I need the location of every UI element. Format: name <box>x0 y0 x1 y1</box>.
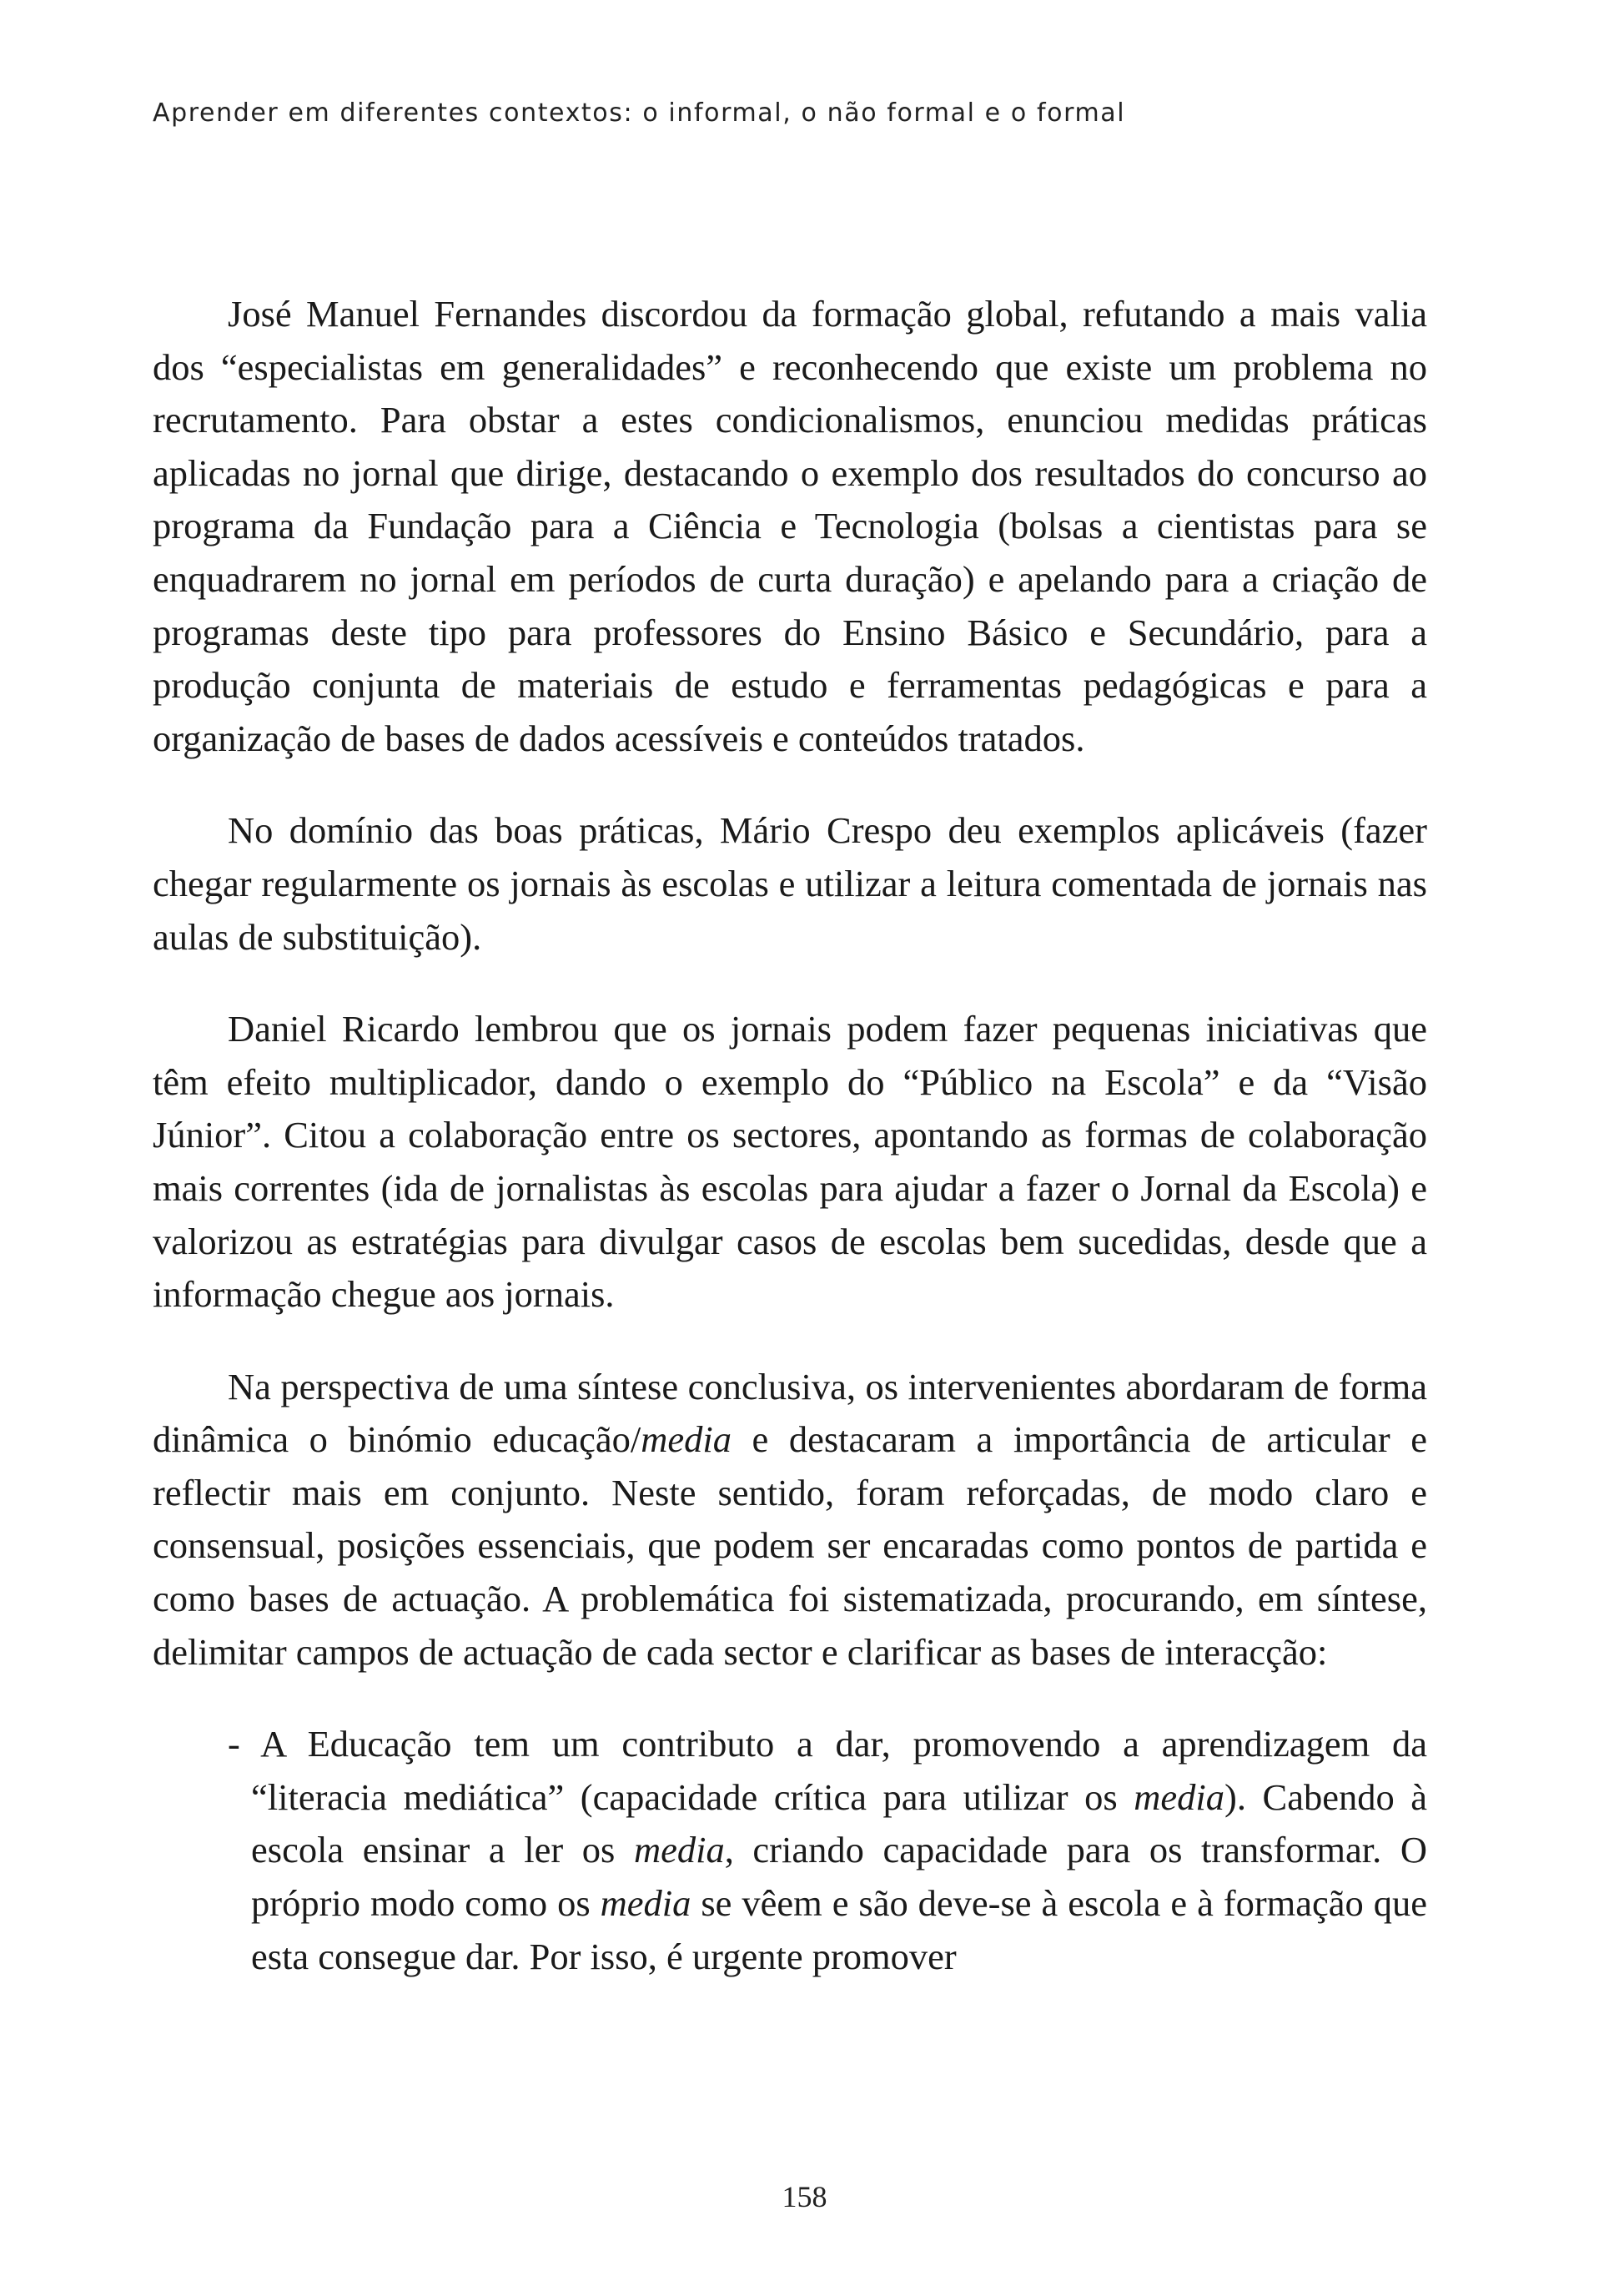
list-item-text-a: - A Educação tem um contributo a dar, promovendo a aprendizagem da “literacia mediática” (capacidade crítica para utilizar os <box>228 1723 1427 1818</box>
paragraph-3: Daniel Ricardo lembrou que os jornais podem fazer pequenas iniciativas que têm efeito multiplicador, dando o exemplo do “Público na Escola” e da “Visão Júnior”. Citou a colaboração entre os sectores, apontando as formas de colaboração mais correntes (ida de jornalistas às escolas para ajudar a fazer o Jornal da Escola) e valorizou as estratégias para divulgar casos de escolas bem sucedidas, desde que a informação chegue aos jornais. <box>153 1008 1427 1316</box>
paragraph-4 <box>153 1361 1427 1679</box>
running-header: Aprender em diferentes contextos: o informal, o não formal e o formal <box>153 98 1126 128</box>
list-item-text-c: , criando capacidade para os transformar. O próprio modo como os <box>251 1829 1427 1925</box>
list-item-text-d: se vêem e são deve-se à escola e à formação que esta consegue dar. Por isso, é urgente promover <box>251 1882 1427 1977</box>
paragraph-4-text-b: e destacaram a importância de articular e reflectir mais em conjunto. Neste sentido, foram reforçadas, de modo claro e consensual, posições essenciais, que podem ser encaradas como pontos de partida e como bases de actuação. A problemática foi sistematizada, procurando, em síntese, delimitar campos de actuação de cada sector e clarificar as bases de interacção: <box>153 1418 1427 1673</box>
paragraph-1: José Manuel Fernandes discordou da formação global, refutando a mais valia dos “especialistas em generalidades” e reconhecendo que existe um problema no recrutamento. Para obstar a estes condicionalismos, enunciou medidas práticas aplicadas no jornal que dirige, destacando o exemplo dos resultados do concurso ao programa da Fundação para a Ciência e Tecnologia (bolsas a cientistas para se enquadrarem no jornal em períodos de curta duração) e apelando para a criação de programas deste tipo para professores do Ensino Básico e Secundário, para a produção conjunta de materiais de estudo e ferramentas pedagógicas e para a organização de bases de dados acessíveis e conteúdos tratados. <box>153 293 1427 759</box>
media-term: media <box>600 1882 691 1925</box>
body-text <box>153 288 1427 1983</box>
paragraph-2: No domínio das boas práticas, Mário Crespo deu exemplos aplicáveis (fazer chegar regularmente os jornais às escolas e utilizar a leitura comentada de jornais nas aulas de substituição). <box>153 809 1427 958</box>
media-term: media <box>633 1829 725 1871</box>
list-item <box>153 1718 1427 1983</box>
media-term: media <box>641 1418 732 1461</box>
list-item-text-b: ). Cabendo à escola ensinar a ler os <box>251 1775 1427 1871</box>
page-number: 158 <box>782 2180 827 2213</box>
paragraph-4-text-a: Na perspectiva de uma síntese conclusiva, os intervenientes abordaram de forma dinâmica o binómio educação/ <box>153 1365 1427 1461</box>
media-term: media <box>1134 1775 1225 1818</box>
